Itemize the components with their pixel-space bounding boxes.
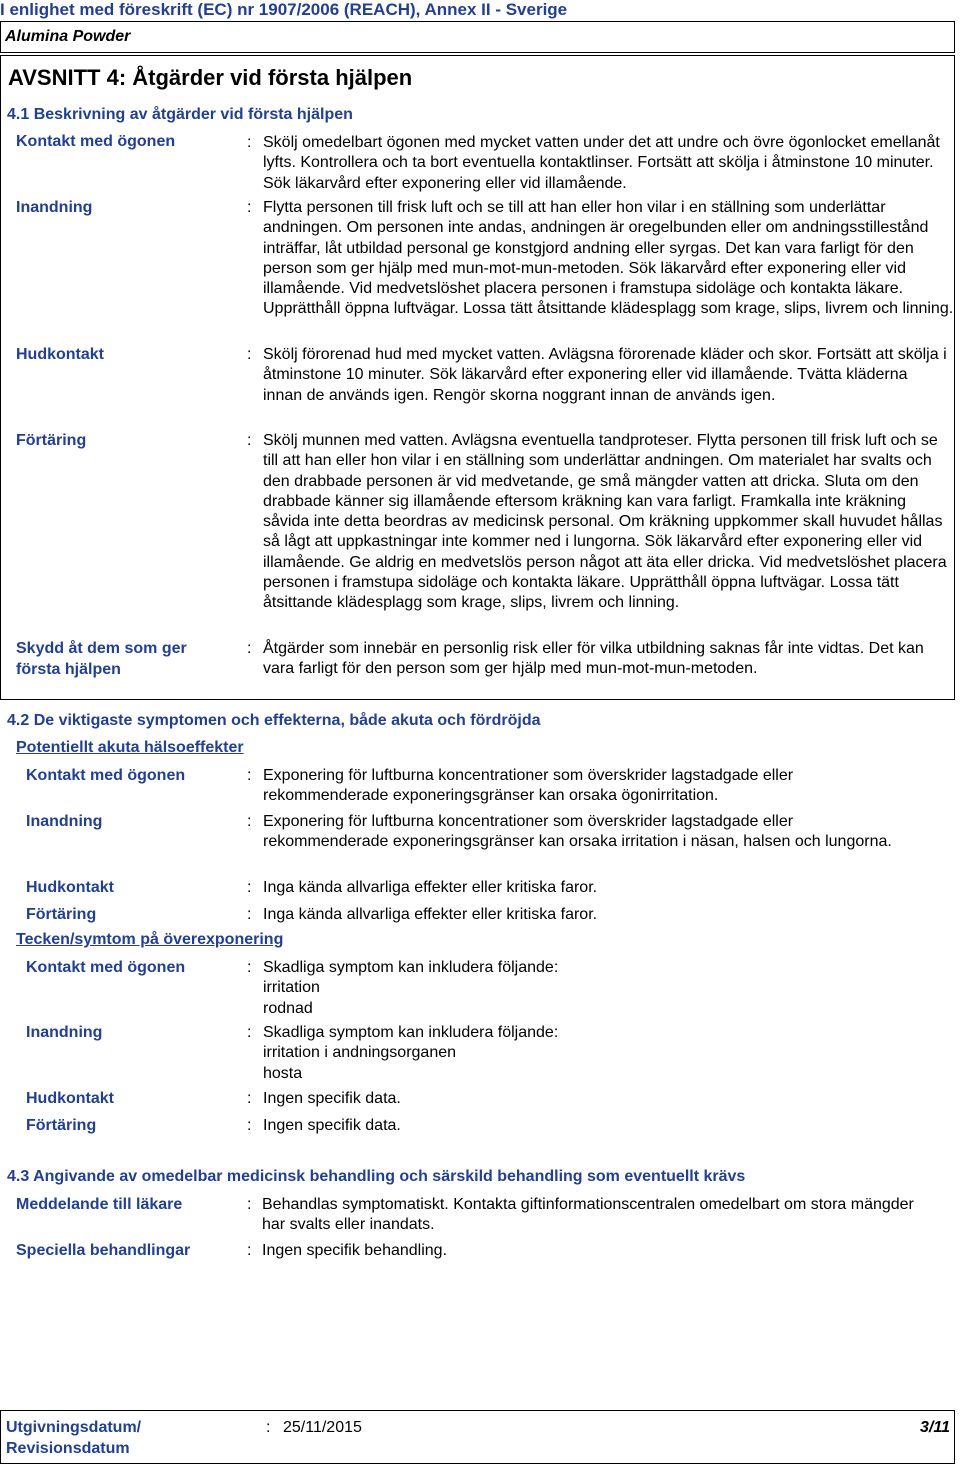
- s42-sym-colon-inhalation: :: [247, 1024, 252, 1041]
- s42-acute-text-inhalation: Exponering för luftburna koncentrationer som överskrider lagstadgade eller rekommenderade exponeringsgränser kan orsaka irritation i näsan, halsen och lungorna.: [263, 813, 892, 851]
- footer-date-label: Utgivningsdatum/ Revisionsdatum: [6, 1419, 142, 1457]
- s42-acute-label-skin: Hudkontakt: [26, 879, 114, 896]
- s42-sym-colon-ingestion: :: [247, 1117, 252, 1134]
- s42-acute-label-inhalation: Inandning: [26, 813, 103, 830]
- s41-colon-eyes: :: [247, 134, 252, 151]
- s42-sym-inhalation-line: hosta: [263, 1064, 303, 1082]
- s41-text-skin: Skölj förorenad hud med mycket vatten. Avlägsna förorenade kläder och skor. Fortsätt att skölja i åtminstone 10 minuter. Sök läkarvård efter exponering eller vid illamående. Tvätta kläderna innan de används igen. Rengör skorna noggrant innan de används igen.: [263, 346, 947, 404]
- s41-colon-inhalation: :: [247, 199, 252, 216]
- s42-sym-text-inhalation: [263, 1023, 913, 1084]
- s43-text-physician: Behandlas symptomatiskt. Kontakta giftinformationscentralen omedelbart om stora mängder har svalts eller inandats.: [262, 1196, 914, 1234]
- s42-sym-inhalation-line: Skadliga symptom kan inkludera följande:: [263, 1024, 559, 1041]
- s43-label-physician: Meddelande till läkare: [16, 1196, 183, 1213]
- s42-sym-inhalation-line: irritation i andningsorganen: [263, 1044, 457, 1062]
- s42-acute-colon-skin: :: [247, 879, 252, 896]
- s41-text-inhalation: Flytta personen till frisk luft och se till att han eller hon vilar i en ställning som underlättar andningen. Om personen inte andas, andningen är oregelbunden eller om andningsstillestånd inträffar, låt utbildad personal ge konstgjord andning eller syrgas. Det kan vara farligt för den person som ger hjälp med mun-mot-mun-metoden. Sök läkarvård efter exponering eller vid illamående. Vid medvetslöshet placera personen i framstupa sidoläge och kontakta läkare. Upprätthåll öppna luftvägar. Lossa tätt åtsittande klädesplagg som krage, slips, livrem och linning.: [263, 199, 954, 318]
- s42-acute-colon-ingestion: :: [247, 906, 252, 923]
- s42-acute-colon-inhalation: :: [247, 813, 252, 830]
- s43-colon-treatment: :: [247, 1242, 252, 1259]
- s43-text-treatment: Ingen specifik behandling.: [262, 1242, 448, 1259]
- s41-text-protection: Åtgärder som innebär en personlig risk eller för vilka utbildning saknas får inte vidtas. Det kan vara farligt för den person som ger hjälp med mun-mot-mun-metoden.: [263, 640, 924, 678]
- s42-sym-label-eyes: Kontakt med ögonen: [26, 959, 186, 976]
- s41-label-skin: Hudkontakt: [16, 346, 104, 363]
- acute-effects-heading: Potentiellt akuta hälsoeffekter: [16, 739, 244, 756]
- subsection-4-2-title: 4.2 De viktigaste symptomen och effekterna, både akuta och fördröjda: [7, 712, 541, 729]
- s42-sym-eyes-line: rodnad: [263, 999, 313, 1017]
- s42-sym-label-inhalation: Inandning: [26, 1024, 103, 1041]
- s42-acute-text-ingestion: Inga kända allvarliga effekter eller kritiska faror.: [263, 906, 598, 923]
- s41-colon-protection: :: [247, 640, 252, 657]
- subsection-4-1-title: 4.1 Beskrivning av åtgärder vid första hjälpen: [7, 106, 353, 123]
- s41-colon-skin: :: [247, 346, 252, 363]
- s42-sym-colon-skin: :: [247, 1090, 252, 1107]
- s42-sym-label-skin: Hudkontakt: [26, 1090, 114, 1107]
- s41-label-ingestion: Förtäring: [16, 432, 87, 449]
- s41-label-eyes: Kontakt med ögonen: [16, 133, 176, 150]
- s42-acute-text-eyes: Exponering för luftburna koncentrationer som överskrider lagstadgade eller rekommenderade exponeringsgränser kan orsaka ögonirritation.: [263, 767, 794, 805]
- product-name: Alumina Powder: [0, 21, 955, 53]
- s41-label-protection: Skydd åt dem som ger första hjälpen: [16, 640, 187, 678]
- s42-sym-colon-eyes: :: [247, 959, 252, 976]
- s43-colon-physician: :: [247, 1196, 252, 1213]
- s42-sym-text-ingestion: Ingen specifik data.: [263, 1117, 401, 1134]
- footer-colon: :: [266, 1419, 271, 1436]
- s41-text-eyes: Skölj omedelbart ögonen med mycket vatten under det att undre och övre ögonlocket emellanåt lyfts. Kontrollera och ta bort eventuella kontaktlinser. Fortsätt att skölja i åtminstone 10 minuter. Sök läkarvård efter exponering eller vid illamående.: [263, 134, 940, 192]
- s42-sym-text-eyes: [263, 958, 913, 1019]
- s43-label-treatment: Speciella behandlingar: [16, 1242, 191, 1259]
- s42-sym-label-ingestion: Förtäring: [26, 1117, 97, 1134]
- s42-acute-text-skin: Inga kända allvarliga effekter eller kritiska faror.: [263, 879, 598, 896]
- section-title: AVSNITT 4: Åtgärder vid första hjälpen: [8, 65, 413, 90]
- page-number: 3/11: [920, 1419, 950, 1436]
- s42-acute-label-ingestion: Förtäring: [26, 906, 97, 923]
- footer-date: 25/11/2015: [283, 1419, 362, 1436]
- s42-acute-label-eyes: Kontakt med ögonen: [26, 767, 186, 784]
- s41-label-inhalation: Inandning: [16, 199, 93, 216]
- s42-sym-text-skin: Ingen specifik data.: [263, 1090, 401, 1107]
- s42-sym-eyes-line: Skadliga symptom kan inkludera följande:: [263, 959, 559, 976]
- s42-sym-eyes-line: irritation: [263, 979, 320, 997]
- symptoms-heading: Tecken/symtom på överexponering: [16, 931, 284, 948]
- s41-colon-ingestion: :: [247, 432, 252, 449]
- regulation-title: I enlighet med föreskrift (EC) nr 1907/2006 (REACH), Annex II - Sverige: [0, 0, 568, 19]
- s41-text-ingestion: Skölj munnen med vatten. Avlägsna eventuella tandproteser. Flytta personen till frisk luft och se till att han eller hon vilar i en ställning som underlättar andningen. Om materialet har svalts och den drabbade personen är vid medvetande, ge små mängder vatten att dricka. Sluta om den drabbade känner sig illamående eftersom kräkning kan vara farligt. Framkalla inte kräkning såvida inte detta beordras av medicinsk personal. Om kräkning uppkommer skall huvudet hållas så lågt att uppkastningar inte kommer ned i lungorna. Sök läkarvård efter exponering eller vid illamående. Ge aldrig en medvetslös person något att äta eller dricka. Vid medvetslöshet placera personen i framstupa sidoläge och kontakta läkare. Upprätthåll öppna luftvägar. Lossa tätt åtsittande klädesplagg som krage, slips, livrem och linning.: [263, 432, 947, 612]
- subsection-4-3-title: 4.3 Angivande av omedelbar medicinsk behandling och särskild behandling som eventuellt krävs: [7, 1168, 746, 1185]
- s42-acute-colon-eyes: :: [247, 767, 252, 784]
